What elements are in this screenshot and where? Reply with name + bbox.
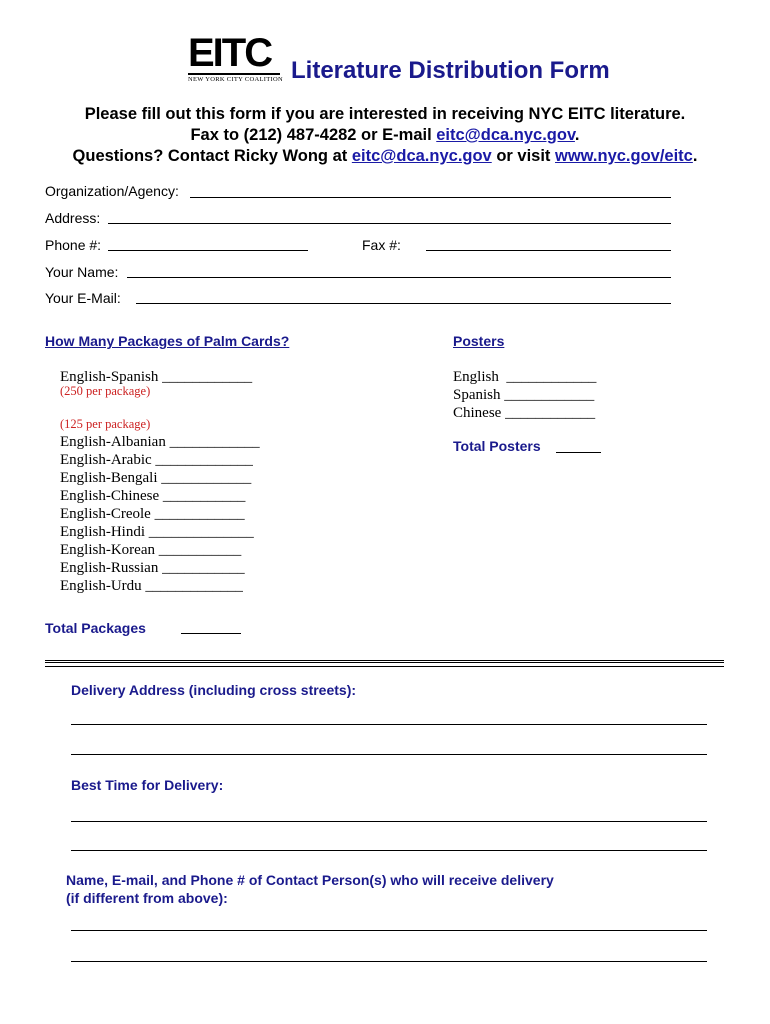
contact-person-label-2: (if different from above): <box>66 890 228 906</box>
address-field[interactable] <box>108 223 671 224</box>
fax-label: Fax #: <box>362 237 401 253</box>
palm-card-input[interactable]: ___________ <box>162 560 245 576</box>
palm-card-label: English-Chinese <box>60 488 160 504</box>
posters-heading: Posters <box>453 333 505 349</box>
palm-card-item <box>60 559 260 577</box>
poster-input[interactable]: ____________ <box>504 387 595 403</box>
palm-card-label: English-Urdu <box>60 578 142 594</box>
logo-subtitle: NEW YORK CITY COALITION <box>188 73 280 83</box>
palm-card-input[interactable]: ___________ <box>158 542 242 558</box>
palm-card-label: English-Albanian <box>60 434 166 450</box>
poster-item <box>453 404 596 422</box>
intro-visit-text: or visit <box>491 147 556 165</box>
contact-person-line-2[interactable] <box>71 961 707 962</box>
palm-card-label: English-Bengali <box>60 470 158 486</box>
total-packages-field[interactable] <box>181 633 241 634</box>
contact-person-label-1: Name, E-mail, and Phone # of Contact Person(s) who will receive delivery <box>66 872 554 888</box>
palm-card-item <box>60 433 260 451</box>
palm-card-item <box>60 505 260 523</box>
your-name-field[interactable] <box>127 277 671 278</box>
best-time-line-2[interactable] <box>71 850 707 851</box>
palm-card-label: English-Korean <box>60 542 155 558</box>
contact-person-line-1[interactable] <box>71 930 707 931</box>
best-time-line-1[interactable] <box>71 821 707 822</box>
your-email-field[interactable] <box>136 303 671 304</box>
poster-item <box>453 368 596 386</box>
poster-list <box>453 368 596 422</box>
palm-card-input[interactable]: ______________ <box>148 524 254 540</box>
email-link[interactable]: eitc@dca.nyc.gov <box>436 126 575 144</box>
total-posters-field[interactable] <box>556 452 601 453</box>
best-time-label: Best Time for Delivery: <box>71 777 224 793</box>
address-label: Address: <box>45 210 101 226</box>
eitc-logo <box>188 31 283 83</box>
total-packages-label: Total Packages <box>45 620 146 636</box>
spanish-package-note: (250 per package) <box>60 384 151 398</box>
your-name-label: Your Name: <box>45 264 119 280</box>
palm-card-input[interactable]: ____________ <box>169 434 260 450</box>
section-divider-bottom <box>45 666 724 667</box>
palm-card-item <box>60 487 260 505</box>
website-link[interactable]: www.nyc.gov/eitc <box>555 147 693 165</box>
intro-period: . <box>574 126 580 144</box>
organization-field[interactable] <box>190 197 671 198</box>
intro-line-1 <box>0 104 770 125</box>
intro-line-3 <box>0 146 770 167</box>
delivery-address-line-1[interactable] <box>71 724 707 725</box>
poster-label: English <box>453 369 499 385</box>
section-divider <box>45 660 724 665</box>
phone-label: Phone #: <box>45 237 102 253</box>
palm-card-input[interactable]: _____________ <box>155 452 253 468</box>
palm-card-input[interactable]: ____________ <box>161 470 252 486</box>
package-note: (125 per package) <box>60 417 151 431</box>
palm-card-label: English-Hindi <box>60 524 145 540</box>
palm-card-label: English-Spanish <box>60 369 159 385</box>
intro-text-1: Please fill out this form if you are interested in receiving NYC EITC literature. <box>84 105 686 123</box>
palm-card-item <box>60 451 260 469</box>
palm-card-item <box>60 469 260 487</box>
delivery-address-label: Delivery Address (including cross streets): <box>71 682 357 698</box>
palm-card-label: English-Arabic <box>60 452 152 468</box>
poster-label: Chinese <box>453 405 502 421</box>
organization-label: Organization/Agency: <box>45 183 179 199</box>
delivery-address-line-2[interactable] <box>71 754 707 755</box>
palm-card-input[interactable]: _____________ <box>145 578 243 594</box>
palm-card-item <box>60 523 260 541</box>
palm-card-item <box>60 577 260 595</box>
intro-questions-text: Questions? Contact Ricky Wong at <box>72 147 352 165</box>
palm-card-input[interactable]: ____________ <box>154 506 245 522</box>
intro-line-2 <box>0 125 770 146</box>
intro-end-period: . <box>692 147 698 165</box>
your-email-label: Your E-Mail: <box>45 290 121 306</box>
palm-card-list <box>60 433 260 595</box>
palm-card-input[interactable]: ____________ <box>162 369 253 385</box>
contact-email-link[interactable]: eitc@dca.nyc.gov <box>351 147 492 165</box>
palm-card-label: English-Creole <box>60 506 151 522</box>
palm-card-input[interactable]: ___________ <box>162 488 246 504</box>
phone-field[interactable] <box>108 250 308 251</box>
logo-name: EITC <box>188 31 272 75</box>
palm-cards-heading: How Many Packages of Palm Cards? <box>45 333 290 349</box>
poster-input[interactable]: ____________ <box>505 405 596 421</box>
palm-card-label: English-Russian <box>60 560 159 576</box>
fax-field[interactable] <box>426 250 671 251</box>
total-posters-label: Total Posters <box>453 438 541 454</box>
form-title: Literature Distribution Form <box>291 57 610 84</box>
poster-item <box>453 386 596 404</box>
poster-label: Spanish <box>453 387 501 403</box>
intro-fax-text: Fax to (212) 487-4282 or E-mail <box>190 126 437 144</box>
palm-card-item <box>60 541 260 559</box>
poster-input[interactable]: ____________ <box>506 369 597 385</box>
